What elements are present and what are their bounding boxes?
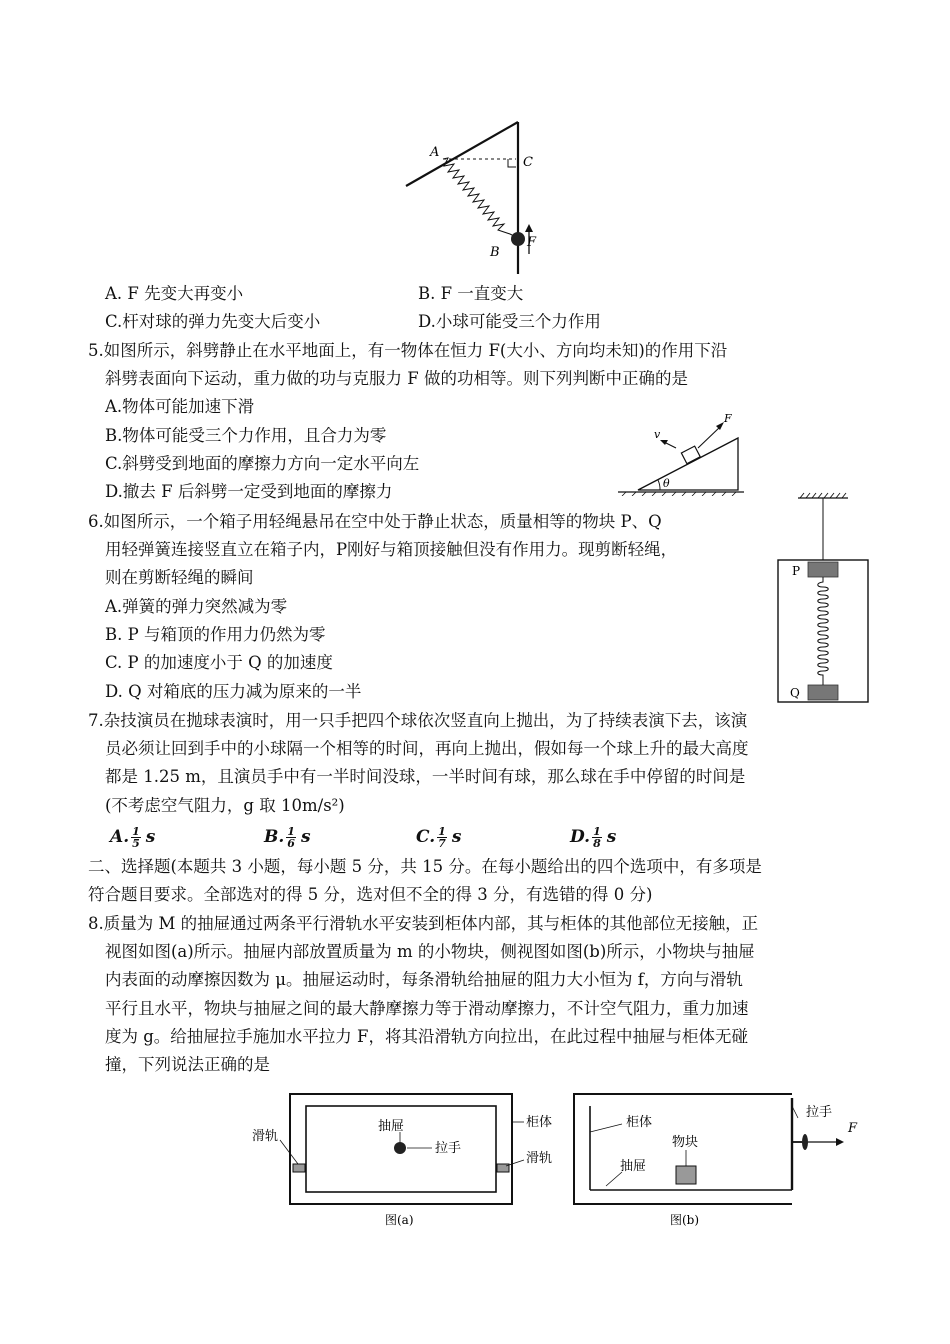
- q8-stem-line-5: 度为 g。给抽屉拉手施加水平拉力 F，将其沿滑轨方向拉出，在此过程中抽屉与柜体无碰: [105, 1027, 749, 1046]
- q6-stem-line-2: 用轻弹簧连接竖直立在箱子内，P刚好与箱顶接触但没有作用力。现剪断轻绳，: [105, 540, 678, 559]
- q8a-caption: 图(a): [385, 1213, 414, 1227]
- q5-wedge: [638, 438, 738, 490]
- q5-option-b: B.物体可能受三个力作用，且合力为零: [105, 426, 387, 445]
- q7-option-a: A. $\frac{1}{5}$ s: [110, 825, 156, 850]
- q4-right-angle-mark: [508, 159, 516, 167]
- section2-heading-line-2: 符合题目要求。全部选对的得 5 分，选对但不全的得 3 分，有选错的得 0 分): [88, 885, 653, 904]
- q5-stem-line-1: 5.如图所示，斜劈静止在水平地面上，有一物体在恒力 F(大小、方向均未知)的作用下沿: [88, 341, 728, 360]
- q6-option-c: C. P 的加速度小于 Q 的加速度: [105, 653, 333, 672]
- q4-force-arrowhead: [525, 224, 533, 232]
- q5-force-arrow: [698, 426, 721, 448]
- q7-option-c: C. $\frac{1}{7}$ s: [416, 825, 462, 850]
- q8-figure-a: [250, 1090, 570, 1230]
- q7-option-b: B. $\frac{1}{6}$ s: [264, 825, 311, 850]
- q5-force-arrowhead: [716, 422, 724, 430]
- q7-stem-line-4: (不考虑空气阻力，g 取 10m/s²): [105, 796, 345, 815]
- q5-angle-arc: [658, 480, 660, 490]
- q8b-block: [676, 1166, 696, 1184]
- q8b-cabinet-leader: [590, 1124, 622, 1132]
- q7-stem-line-1: 7.杂技演员在抛球表演时，用一只手把四个球依次竖直向上抛出，为了持续表演下去，该演: [88, 711, 748, 730]
- q4-option-d: D.小球可能受三个力作用: [418, 312, 601, 331]
- q5-ground-hatch: [622, 492, 736, 496]
- q4-option-c: C.杆对球的弹力先变大后变小: [105, 312, 321, 331]
- q6-stem-line-1: 6.如图所示，一个箱子用轻绳悬吊在空中处于静止状态，质量相等的物块 P、Q: [88, 512, 662, 531]
- q8b-force-arrowhead: [836, 1138, 844, 1146]
- q4-label-a: A: [430, 145, 440, 160]
- q5-option-a: A.物体可能加速下滑: [105, 397, 255, 416]
- q7-stem-line-2: 员必须让回到手中的小球隔一个相等的时间，再向上抛出，假如每一个球上升的最大高度: [105, 739, 749, 758]
- q5-figure: [616, 408, 746, 496]
- q6-label-q: Q: [790, 686, 800, 700]
- q5-option-d: D.撤去 F 后斜劈一定受到地面的摩擦力: [105, 482, 393, 501]
- q5-velocity-arrowhead: [660, 440, 668, 445]
- q8a-label-cabinet: 柜体: [526, 1115, 553, 1130]
- q4-label-f: F: [526, 235, 536, 250]
- q8-stem-line-6: 撞，下列说法正确的是: [105, 1055, 270, 1074]
- q8-stem-line-4: 平行且水平，物块与抽屉之间的最大静摩擦力等于滑动摩擦力，不计空气阻力，重力加速: [105, 999, 749, 1018]
- q8-stem-line-2: 视图如图(a)所示。抽屉内部放置质量为 m 的小物块，侧视图如图(b)所示，小物块与抽屉: [105, 942, 755, 961]
- q7-stem-line-3: 都是 1.25 m，且演员手中有一半时间没球，一半时间有球，那么球在手中停留的时间是: [105, 767, 746, 786]
- q5-stem-line-2: 斜劈表面向下运动，重力做的功与克服力 F 做的功相等。则下列判断中正确的是: [105, 369, 688, 388]
- q8b-label-cabinet: 柜体: [626, 1115, 653, 1130]
- q8-stem-line-3: 内表面的动摩擦因数为 μ。抽屉运动时，每条滑轨给抽屉的阻力大小恒为 f，方向与滑轨: [105, 970, 743, 989]
- q8a-rail-right-leader: [506, 1160, 524, 1166]
- q4-option-a: A. F 先变大再变小: [105, 284, 244, 303]
- q8b-caption: 图(b): [670, 1213, 700, 1227]
- q5-label-theta: θ: [663, 477, 670, 490]
- q6-block-p: [808, 562, 838, 577]
- q4-option-b: B. F 一直变大: [418, 284, 524, 303]
- q8a-label-handle: 拉手: [435, 1141, 462, 1156]
- q8-figure-b: [570, 1090, 870, 1230]
- q6-ceiling-hatch: [800, 493, 846, 498]
- q6-label-p: P: [792, 564, 801, 578]
- q6-block-q: [808, 685, 838, 700]
- q6-spring: [818, 577, 829, 685]
- q7-option-d: D. $\frac{1}{8}$ s: [570, 825, 617, 850]
- q6-figure: [770, 488, 870, 706]
- q8b-label-handle: 拉手: [806, 1105, 833, 1120]
- q6-option-b: B. P 与箱顶的作用力仍然为零: [105, 625, 326, 644]
- q8b-label-block: 物块: [672, 1135, 699, 1150]
- q8b-drawer-leader: [606, 1172, 622, 1186]
- q8b-label-force: F: [848, 1121, 858, 1136]
- q8b-handle-knob: [802, 1134, 808, 1150]
- q5-option-c: C.斜劈受到地面的摩擦力方向一定水平向左: [105, 454, 420, 473]
- q6-option-a: A.弹簧的弹力突然减为零: [105, 597, 288, 616]
- q8a-rail-left: [293, 1164, 305, 1172]
- section2-heading-line-1: 二、选择题(本题共 3 小题，每小题 5 分，共 15 分。在每小题给出的四个选项中，有多项是: [88, 857, 762, 876]
- q6-option-d: D. Q 对箱底的压力减为原来的一半: [105, 682, 362, 701]
- q4-figure: [398, 114, 538, 279]
- q5-label-f: F: [724, 412, 732, 425]
- q8a-handle-knob: [394, 1142, 406, 1154]
- q8a-label-drawer: 抽屉: [378, 1119, 405, 1134]
- q8b-label-drawer: 抽屉: [620, 1159, 647, 1174]
- q4-label-b: B: [490, 245, 500, 260]
- q8a-label-rail-right: 滑轨: [526, 1151, 553, 1166]
- q5-block: [681, 446, 700, 464]
- q4-ball: [511, 232, 525, 246]
- q6-stem-line-3: 则在剪断轻绳的瞬间: [105, 568, 254, 587]
- q5-label-v: v: [654, 428, 661, 441]
- q8a-label-rail-left: 滑轨: [252, 1129, 279, 1144]
- q4-label-c: C: [523, 155, 533, 170]
- q8-stem-line-1: 8.质量为 M 的抽屉通过两条平行滑轨水平安装到柜体内部，其与柜体的其他部位无接触，正: [88, 914, 759, 933]
- q4-spring: [443, 158, 516, 237]
